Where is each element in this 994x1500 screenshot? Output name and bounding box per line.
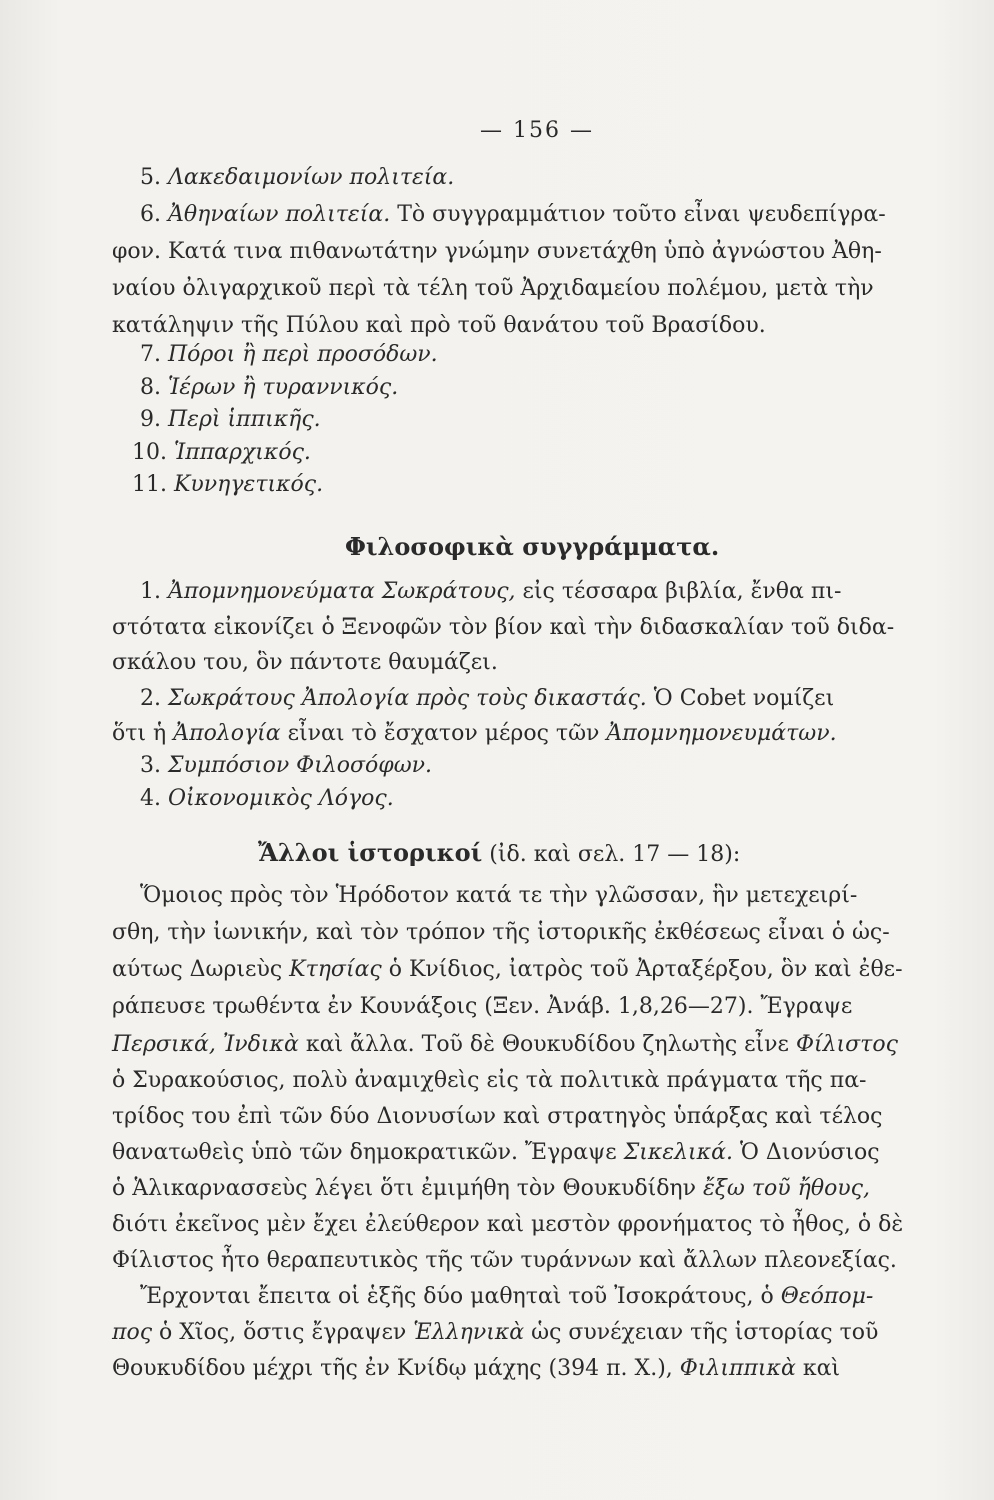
work-title: Σικελικά. xyxy=(623,1140,733,1165)
text-line xyxy=(112,719,837,749)
item-number: 6. xyxy=(140,202,161,227)
author-name: Θεόπομ- xyxy=(780,1284,874,1309)
work-title: Ἱέρων ἢ τυραννικός. xyxy=(168,375,399,400)
work-title: Λακεδαιμονίων πολιτεία. xyxy=(168,165,455,190)
item-text: ὁ Κνίδιος, ἰατρὸς τοῦ Ἀρταξέρξου, ὃν καὶ ἐθε- xyxy=(388,957,903,982)
text-line: φον. Κατά τινα πιθανωτάτην γνώμην συνετάχθη ὑπὸ ἀγνώστου Ἀθη- xyxy=(112,239,882,264)
item-number: 4. xyxy=(140,786,161,811)
work-title: Ἱππαρχικός. xyxy=(174,440,311,465)
text-line xyxy=(112,1354,840,1384)
item-text: Τὸ συγγραμμάτιον τοῦτο εἶναι ψευδεπίγρα- xyxy=(397,202,886,227)
item-number: 3. xyxy=(140,753,161,778)
work-title: Ἀθηναίων πολιτεία. xyxy=(168,202,391,227)
item-number: 5. xyxy=(140,165,161,190)
item-number: 10. xyxy=(132,440,167,465)
text-line: τρίδος του ἐπὶ τῶν δύο Διονυσίων καὶ στρατηγὸς ὑπάρξας καὶ τέλος xyxy=(112,1104,883,1129)
section-heading: Ἄλλοι ἱστορικοί xyxy=(258,838,483,867)
list-item xyxy=(140,200,886,230)
item-number: 1. xyxy=(140,579,161,604)
list-item xyxy=(140,751,432,781)
item-text: Ὁ Cobet νομίζει xyxy=(653,686,835,711)
list-item xyxy=(140,405,321,435)
author-name: Φίλιστος xyxy=(795,1032,898,1057)
text-line: Φίλιστος ἦτο θεραπευτικὸς τῆς τῶν τυράννων καὶ ἄλλων πλεονεξίας. xyxy=(112,1248,897,1273)
text-line xyxy=(112,1174,870,1204)
item-text: εἶναι τὸ ἔσχατον μέρος τῶν xyxy=(287,721,600,746)
work-title: Συμπόσιον Φιλοσόφων. xyxy=(168,753,433,778)
work-title: Ἀπομνημονευμάτων. xyxy=(606,721,837,746)
item-text: Ὁ Διονύσιος xyxy=(739,1140,880,1165)
item-number: 9. xyxy=(140,407,161,432)
work-title: Φιλιππικὰ xyxy=(679,1356,796,1381)
work-title: Πόροι ἢ περὶ προσόδων. xyxy=(168,342,438,367)
item-text: εἰς τέσσαρα βιβλία, ἔνθα πι- xyxy=(522,579,842,604)
text-line xyxy=(112,1138,880,1168)
text-line xyxy=(140,1282,873,1312)
item-text: ὅτι ἡ xyxy=(112,721,167,746)
list-item xyxy=(140,340,438,370)
work-title: Περσικά, Ἰνδικὰ xyxy=(112,1032,299,1057)
item-text: αύτως Δωριεὺς xyxy=(112,957,283,982)
item-text: Θουκυδίδου μέχρι τῆς ἐν Κνίδῳ μάχης (394 π. Χ.), xyxy=(112,1356,673,1381)
text-line: σκάλου του, ὃν πάντοτε θαυμάζει. xyxy=(112,650,498,675)
item-number: 2. xyxy=(140,686,161,711)
work-title: Σωκράτους Ἀπολογία πρὸς τοὺς δικαστάς. xyxy=(168,686,647,711)
section-heading-row xyxy=(258,838,740,870)
list-item xyxy=(132,438,311,468)
item-text: καὶ xyxy=(802,1356,841,1381)
list-item xyxy=(140,373,398,403)
list-item xyxy=(132,470,323,500)
list-item xyxy=(140,577,841,607)
author-name: Κτησίας xyxy=(289,957,382,982)
item-number: 11. xyxy=(132,472,167,497)
item-number: 7. xyxy=(140,342,161,367)
item-text: ὡς συνέχειαν τῆς ἱστορίας τοῦ xyxy=(531,1320,879,1345)
text-line: ράπευσε τρωθέντα ἐν Κουνάξοις (Ξεν. Ἀνάβ. 1,8,26—27). Ἔγραψε xyxy=(112,994,853,1019)
text-line: σθη, τὴν ἰωνικήν, καὶ τὸν τρόπον τῆς ἱστορικῆς ἐκθέσεως εἶναι ὁ ὡς- xyxy=(112,920,890,945)
text-line: ναίου ὀλιγαρχικοῦ περὶ τὰ τέλη τοῦ Ἀρχιδαμείου πολέμου, μετὰ τὴν xyxy=(112,276,874,301)
text-line xyxy=(112,1318,878,1348)
list-item xyxy=(140,163,454,193)
work-title: Ἀπομνημονεύματα Σωκράτους, xyxy=(168,579,516,604)
work-title: Περὶ ἱππικῆς. xyxy=(168,407,321,432)
section-heading: Φιλοσοφικὰ συγγράμματα. xyxy=(345,532,720,561)
list-item xyxy=(140,684,834,714)
work-title: Ἑλληνικὰ xyxy=(413,1320,525,1345)
text-line xyxy=(112,1030,898,1060)
item-number: 8. xyxy=(140,375,161,400)
text-line xyxy=(112,955,903,985)
work-title: Οἰκονομικὸς Λόγος. xyxy=(168,786,394,811)
author-name: πος xyxy=(112,1320,153,1345)
item-text: ὁ Ἁλικαρνασσεὺς λέγει ὅτι ἐμιμήθη τὸν Θουκυδίδην xyxy=(112,1176,696,1201)
list-item xyxy=(140,784,394,814)
text-line: ὁ Συρακούσιος, πολὺ ἀναμιχθεὶς εἰς τὰ πολιτικὰ πράγματα τῆς πα- xyxy=(112,1068,867,1093)
work-title: Ἀπολογία xyxy=(173,721,281,746)
item-text: Ἔρχονται ἔπειτα οἱ ἑξῆς δύο μαθηταὶ τοῦ Ἰσοκράτους, ὁ xyxy=(140,1284,774,1309)
text-line: στότατα εἰκονίζει ὁ Ξενοφῶν τὸν βίον καὶ τὴν διδασκαλίαν τοῦ διδα- xyxy=(112,615,895,640)
item-text: καὶ ἄλλα. Τοῦ δὲ Θουκυδίδου ζηλωτὴς εἶνε xyxy=(305,1032,789,1057)
item-text: ὁ Χῖος, ὅστις ἔγραψεν xyxy=(159,1320,407,1345)
work-title: Κυνηγετικός. xyxy=(174,472,324,497)
item-text: θανατωθεὶς ὑπὸ τῶν δημοκρατικῶν. Ἔγραψε xyxy=(112,1140,617,1165)
quotation: ἔξω τοῦ ἤθους, xyxy=(703,1176,870,1201)
text-line: κατάληψιν τῆς Πύλου καὶ πρὸ τοῦ θανάτου τοῦ Βρασίδου. xyxy=(112,313,766,338)
page-number: — 156 — xyxy=(480,118,594,143)
page-reference: (ἰδ. καὶ σελ. 17 — 18): xyxy=(489,842,741,867)
text-line: διότι ἐκεῖνος μὲν ἔχει ἐλεύθερον καὶ μεστὸν φρονήματος τὸ ἦθος, ὁ δὲ xyxy=(112,1212,904,1237)
text-line: Ὅμοιος πρὸς τὸν Ἡρόδοτον κατά τε τὴν γλῶσσαν, ἣν μετεχειρί- xyxy=(140,883,858,908)
